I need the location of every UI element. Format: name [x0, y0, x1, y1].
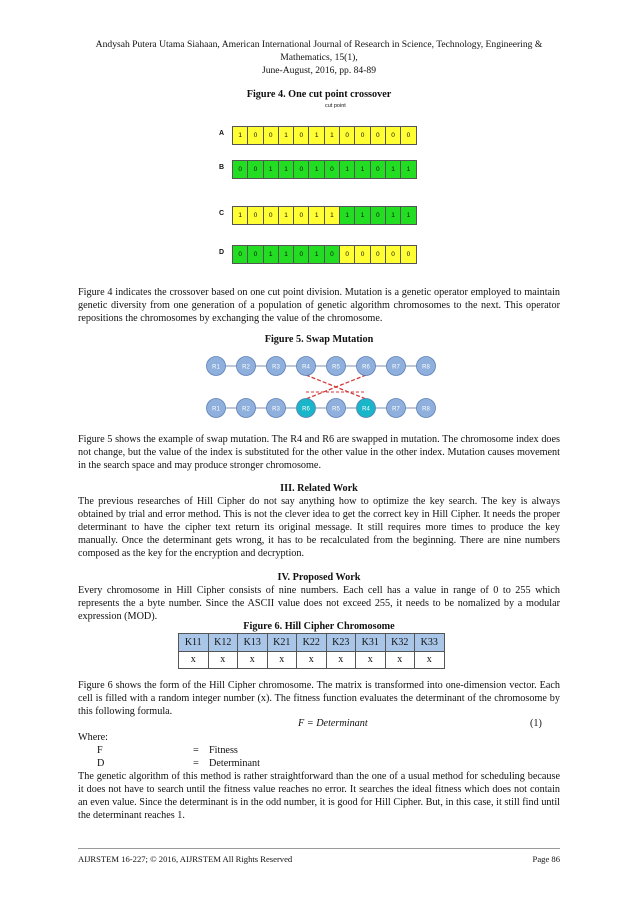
chromosome-row: [232, 160, 416, 179]
figure-5-swap-mutation: [196, 352, 442, 432]
gene-cell: 0: [400, 245, 416, 264]
table-row: [179, 651, 445, 669]
gene-cell: 1: [263, 245, 279, 264]
paragraph-fig4: Figure 4 indicates the crossover based on one cut point division. Mutation is a genetic operator employed to maintain genetic diversity from one generation of a population of genetic algorithm chromosomes to the next. This operator repositions the chromosomes by exchanging the value of the chromosome.: [78, 287, 560, 324]
gene-node-label: R2: [242, 406, 250, 413]
section-4-title: IV. Proposed Work: [277, 572, 361, 583]
gene-cell: 1: [324, 126, 340, 145]
table-header-cell: K12: [208, 634, 238, 652]
gene-cell: 0: [354, 245, 370, 264]
gene-cell: 0: [293, 245, 309, 264]
gene-cell: 1: [278, 160, 294, 179]
where-description: Determinant: [209, 758, 260, 769]
gene-cell: 1: [308, 245, 324, 264]
gene-node-label: R1: [212, 364, 220, 371]
chromosome-label: D: [219, 249, 225, 256]
gene-node-label: R2: [242, 364, 250, 371]
table-cell: x: [238, 651, 268, 669]
formula-text: F = Determinant: [298, 718, 368, 729]
gene-cell: 0: [293, 206, 309, 225]
where-equals: =: [193, 758, 199, 769]
chromosome-row: [232, 245, 416, 264]
page-number: Page 86: [532, 854, 560, 864]
gene-cell: 0: [339, 245, 355, 264]
gene-node-label: R6: [362, 364, 370, 371]
table-header-cell: K31: [356, 634, 386, 652]
footer-copyright: AIJRSTEM 16-227; © 2016, AIJRSTEM All Rights Reserved: [78, 854, 293, 864]
section-3-title: III. Related Work: [280, 483, 358, 494]
paragraph-fig6: Figure 6 shows the form of the Hill Cipher chromosome. The matrix is transformed into one-dimension vector. Each cell is filled with a random integer number (x). The fitness function evaluates the determinant of the chromosome by this following formula.: [78, 680, 560, 717]
paragraph-fig5: Figure 5 shows the example of swap mutation. The R4 and R6 are swapped in mutation. The chromosome index does not change, but the value of the index is substituted for the other value in the other index. Mutation causes movement in the search space and may produce stronger chromosome.: [78, 434, 560, 471]
gene-cell: 0: [324, 245, 340, 264]
page-footer: [78, 854, 560, 864]
gene-cell: 1: [354, 206, 370, 225]
gene-cell: 0: [263, 126, 279, 145]
gene-cell: 1: [324, 206, 340, 225]
gene-cell: 1: [308, 206, 324, 225]
table-header-cell: K33: [415, 634, 445, 652]
where-equals: =: [193, 745, 199, 756]
table-header-row: [179, 634, 445, 652]
gene-cell: 0: [247, 206, 263, 225]
gene-cell: 1: [354, 160, 370, 179]
gene-cell: 0: [263, 206, 279, 225]
gene-cell: 0: [232, 160, 248, 179]
gene-node-label: R7: [392, 364, 400, 371]
table-cell: x: [297, 651, 327, 669]
gene-cell: 1: [400, 206, 416, 225]
chromosome-row: [232, 126, 416, 145]
gene-cell: 0: [232, 245, 248, 264]
gene-cell: 1: [308, 160, 324, 179]
gene-cell: 1: [385, 206, 401, 225]
figure-4-caption: Figure 4. One cut point crossover: [246, 89, 392, 100]
paragraph-final: The genetic algorithm of this method is rather straightforward than the one of a usual method for scheduling because it does not have to search until the fitness value reaches no error. It searches the ideal fitness which does not contain an even value. Since the determinant is in the odd number, it is good for Hill Cipher. But, in this case, it still find until the determinant reaches 1.: [78, 771, 560, 821]
gene-node-label: R5: [332, 364, 340, 371]
gene-cell: 1: [278, 245, 294, 264]
gene-cell: 1: [232, 126, 248, 145]
gene-cell: 1: [232, 206, 248, 225]
table-cell: x: [356, 651, 386, 669]
figure-5-caption: Figure 5. Swap Mutation: [264, 334, 374, 345]
gene-node-label: R4: [362, 406, 370, 413]
table-header-cell: K21: [267, 634, 297, 652]
gene-cell: 0: [247, 160, 263, 179]
gene-cell: 0: [293, 160, 309, 179]
gene-node-label: R1: [212, 406, 220, 413]
header-line-2: June-August, 2016, pp. 84-89: [261, 65, 377, 76]
gene-cell: 1: [400, 160, 416, 179]
table-header-cell: K23: [326, 634, 356, 652]
header-line-1: Andysah Putera Utama Siahaan, American International Journal of Research in Science, Technology, Engineering & Mathematics, 15(1),: [95, 39, 543, 63]
gene-cell: 0: [385, 245, 401, 264]
gene-node-label: R3: [272, 364, 280, 371]
gene-cell: 0: [339, 126, 355, 145]
gene-cell: 0: [293, 126, 309, 145]
footer-rule: [78, 848, 560, 849]
table-header-cell: K11: [179, 634, 209, 652]
table-cell: x: [415, 651, 445, 669]
gene-cell: 0: [400, 126, 416, 145]
where-label: Where:: [78, 732, 108, 743]
figure-6-caption: Figure 6. Hill Cipher Chromosome: [243, 621, 395, 632]
gene-node-label: R5: [332, 406, 340, 413]
gene-cell: 0: [370, 245, 386, 264]
gene-cell: 1: [339, 160, 355, 179]
gene-cell: 1: [308, 126, 324, 145]
table-header-cell: K22: [297, 634, 327, 652]
gene-cell: 0: [370, 206, 386, 225]
gene-cell: 1: [278, 206, 294, 225]
gene-cell: 1: [385, 160, 401, 179]
table-header-cell: K32: [385, 634, 415, 652]
gene-node-label: R4: [302, 364, 310, 371]
gene-node-label: R6: [302, 406, 310, 413]
hill-cipher-chromosome-table: [178, 633, 445, 669]
gene-cell: 1: [278, 126, 294, 145]
gene-cell: 0: [247, 245, 263, 264]
chromosome-label: B: [219, 164, 225, 171]
section-3-body: The previous researches of Hill Cipher do not say anything how to optimize the key search. The key is always obtained by trial and error method. This is not the clever idea to get the correct key in Hill Cipher. It needs the proper determinant to have the cipher text return its original message. It still requires more times to produce the key manually. Once the determinant gets wrong, it has to be recalculated from the beginning. There are nine numbers composed as the key for the encryption and decryption.: [78, 496, 560, 559]
gene-cell: 1: [339, 206, 355, 225]
gene-node-label: R3: [272, 406, 280, 413]
table-header-cell: K13: [238, 634, 268, 652]
gene-cell: 0: [385, 126, 401, 145]
gene-cell: 0: [370, 126, 386, 145]
chromosome-row: [232, 206, 416, 225]
where-symbol: F: [97, 745, 103, 756]
gene-cell: 0: [370, 160, 386, 179]
cut-point-label: cut point: [325, 103, 346, 109]
where-description: Fitness: [209, 745, 238, 756]
table-cell: x: [267, 651, 297, 669]
gene-node-label: R8: [422, 364, 430, 371]
chromosome-label: A: [219, 130, 225, 137]
gene-cell: 1: [263, 160, 279, 179]
where-symbol: D: [97, 758, 105, 769]
gene-node-label: R8: [422, 406, 430, 413]
table-cell: x: [208, 651, 238, 669]
table-cell: x: [385, 651, 415, 669]
gene-node-label: R7: [392, 406, 400, 413]
running-header: [70, 38, 568, 77]
section-4-body: Every chromosome in Hill Cipher consists of nine numbers. Each cell has a value in range of 0 to 255 which represents the a byte number. Since the ASCII value does not exceed 255, it needs to be nomalized by a modular expression (MOD).: [78, 585, 560, 622]
table-cell: x: [326, 651, 356, 669]
gene-cell: 0: [354, 126, 370, 145]
formula-number: (1): [530, 718, 542, 729]
gene-cell: 0: [324, 160, 340, 179]
chromosome-label: C: [219, 210, 225, 217]
table-cell: x: [179, 651, 209, 669]
gene-cell: 0: [247, 126, 263, 145]
